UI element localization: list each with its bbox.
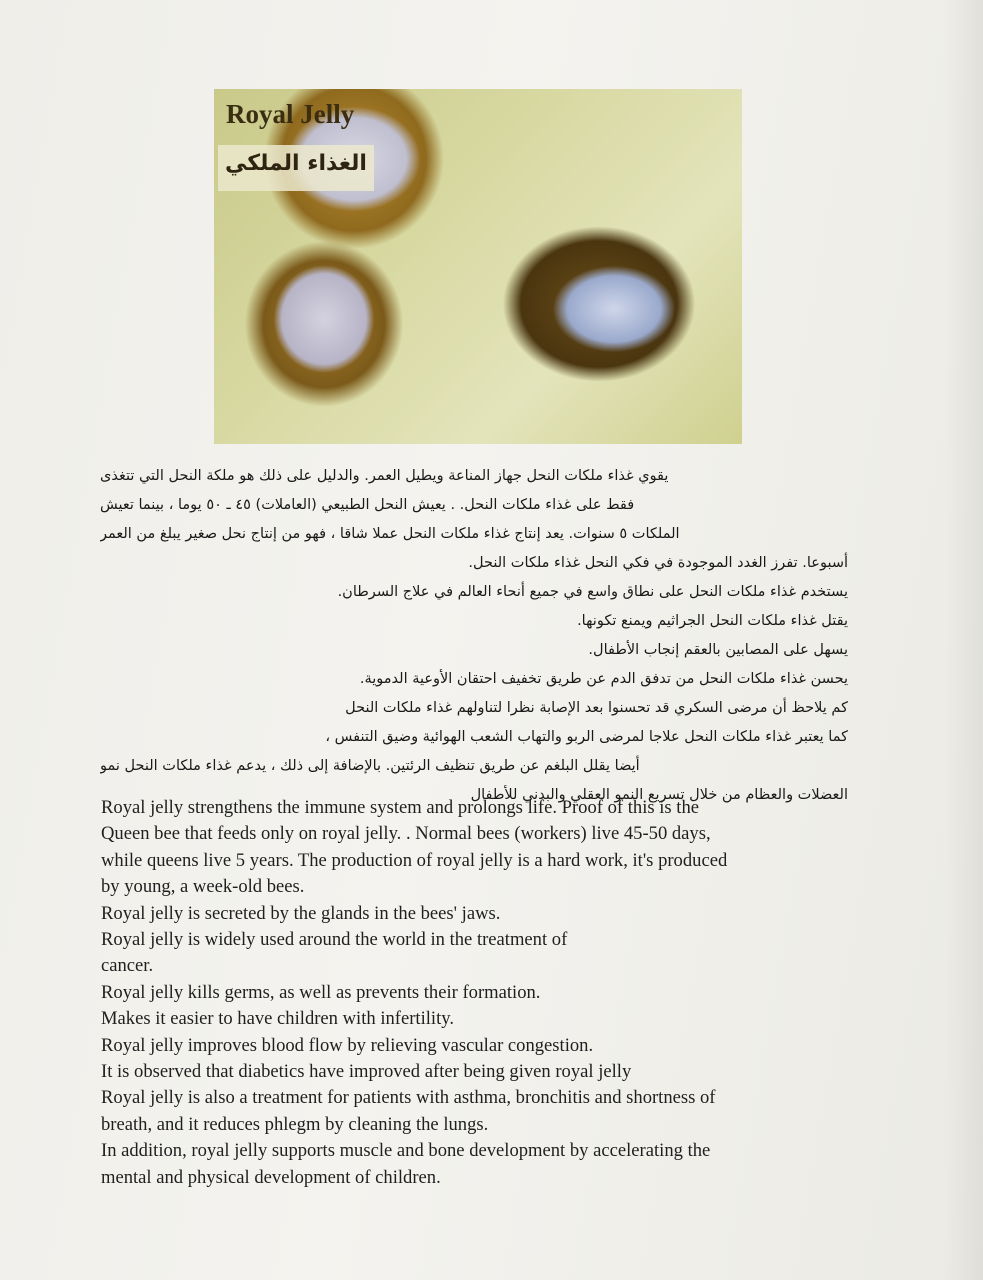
- english-line: Royal jelly kills germs, as well as prevents their formation.: [101, 981, 541, 1003]
- page-edge-shadow: [945, 0, 983, 1280]
- arabic-line: كم يلاحظ أن مرضى السكري قد تحسنوا بعد الإصابة نظرا لتناولهم غذاء ملكات النحل: [345, 700, 848, 716]
- royal-jelly-photo: [214, 89, 742, 444]
- english-line: mental and physical development of children.: [101, 1166, 441, 1188]
- arabic-line: الملكات ٥ سنوات. يعد إنتاج غذاء ملكات النحل عملا شاقا ، فهو من إنتاج نحل صغير يبلغ من العمر: [100, 526, 680, 542]
- photo-title-arabic-box: [218, 145, 374, 191]
- photo-title-arabic: الغذاء الملكي: [225, 151, 367, 176]
- english-line: Royal jelly is also a treatment for patients with asthma, bronchitis and shortness of: [101, 1087, 716, 1109]
- arabic-line: أيضا يقلل البلغم عن طريق تنظيف الرئتين. بالإضافة إلى ذلك ، يدعم غذاء ملكات النحل نمو: [100, 758, 640, 774]
- arabic-line: يقوي غذاء ملكات النحل جهاز المناعة ويطيل العمر. والدليل على ذلك هو ملكة النحل التي تتغذى: [100, 468, 669, 484]
- english-line: Royal jelly strengthens the immune system and prolongs life. Proof of this is the: [101, 797, 700, 818]
- english-line: Royal jelly is widely used around the world in the treatment of: [101, 929, 568, 951]
- arabic-line: يستخدم غذاء ملكات النحل على نطاق واسع في جميع أنحاء العالم في علاج السرطان.: [337, 584, 848, 600]
- arabic-line: فقط على غذاء ملكات النحل. . يعيش النحل الطبيعي (العاملات) ٤٥ ـ ٥٠ يوما ، بينما تعيش: [100, 497, 635, 513]
- english-line: It is observed that diabetics have improved after being given royal jelly: [101, 1061, 632, 1083]
- arabic-line: يسهل على المصابين بالعقم إنجاب الأطفال.: [588, 642, 848, 658]
- english-line: Makes it easier to have children with infertility.: [101, 1008, 454, 1030]
- english-line: In addition, royal jelly supports muscle and bone development by accelerating the: [101, 1140, 711, 1162]
- english-line: while queens live 5 years. The production of royal jelly is a hard work, it's produced: [101, 849, 728, 871]
- english-line: Royal jelly improves blood flow by relieving vascular congestion.: [101, 1034, 594, 1056]
- english-line: cancer.: [101, 955, 154, 977]
- english-text-block: [101, 795, 861, 1191]
- english-line: Queen bee that feeds only on royal jelly. . Normal bees (workers) live 45-50 days,: [101, 823, 711, 845]
- english-line: by young, a week-old bees.: [101, 876, 305, 898]
- arabic-line: يقتل غذاء ملكات النحل الجراثيم ويمنع تكونها.: [577, 613, 848, 629]
- arabic-text-block: [100, 462, 848, 810]
- photo-title-english: Royal Jelly: [226, 99, 355, 129]
- arabic-line: العضلات والعظام من خلال تسريع النمو العقلي والبدني للأطفال: [470, 787, 848, 803]
- arabic-line: أسبوعا. تفرز الغدد الموجودة في فكي النحل غذاء ملكات النحل.: [468, 555, 848, 571]
- english-line: Royal jelly is secreted by the glands in the bees' jaws.: [101, 902, 501, 924]
- arabic-line: يحسن غذاء ملكات النحل من تدفق الدم عن طريق تخفيف احتقان الأوعية الدموية.: [359, 671, 848, 687]
- arabic-line: كما يعتبر غذاء ملكات النحل علاجا لمرضى الربو والتهاب الشعب الهوائية وضيق التنفس ،: [325, 729, 848, 745]
- english-line: breath, and it reduces phlegm by cleaning the lungs.: [101, 1113, 489, 1135]
